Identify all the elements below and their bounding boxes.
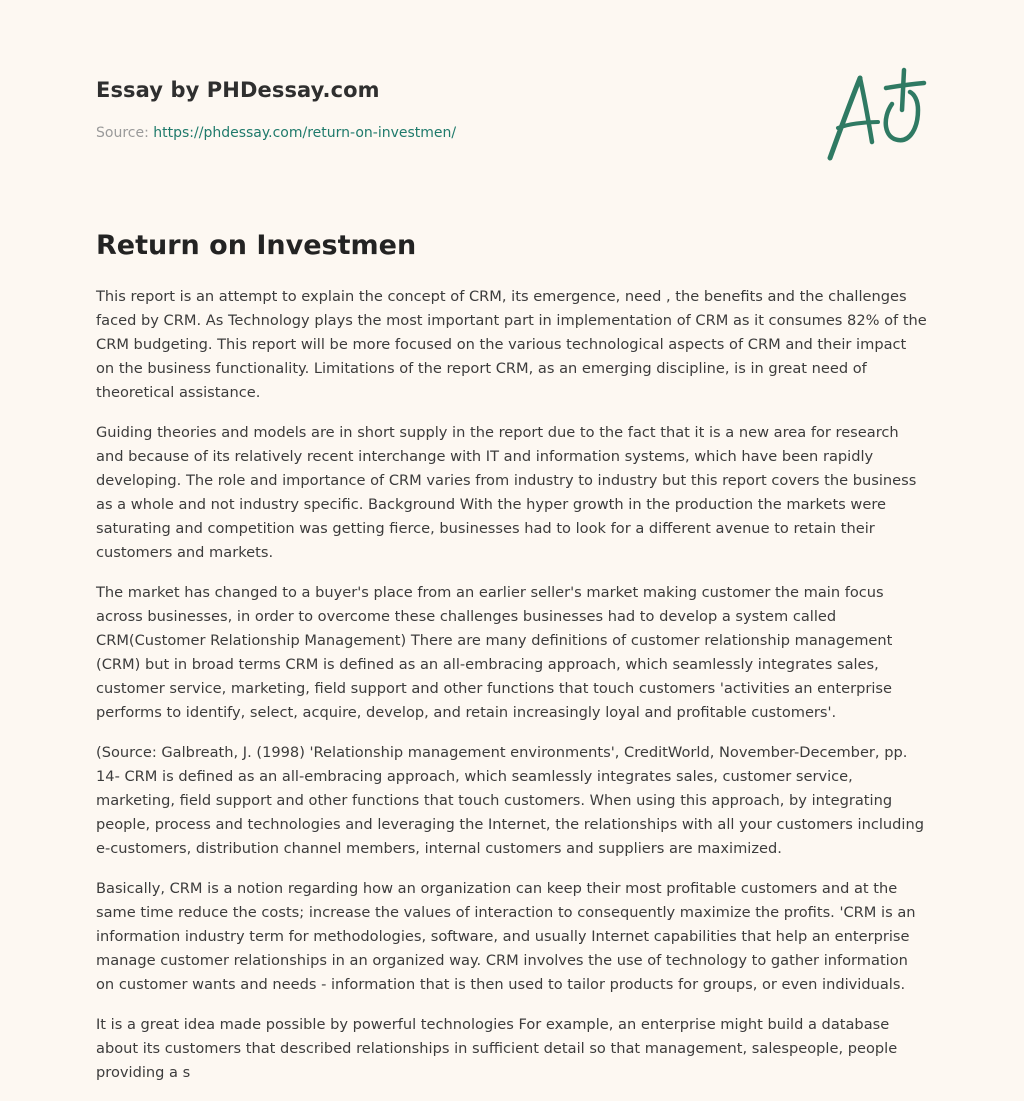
source-link[interactable]: https://phdessay.com/return-on-investmen/ — [153, 125, 457, 141]
essay-paragraph: Basically, CRM is a notion regarding how an organization can keep their most profitable customers and at the same time reduce the costs; increase the values of interaction to consequently maximize the profits. 'CRM is an information industry term for methodologies, software, and usually Internet capabilities that help an enterprise manage customer relationships in an organized way. CRM involves the use of technology to gather information on customer wants and needs - information that is then used to tailor products for groups, or even individuals. — [96, 880, 916, 993]
essay-body — [96, 285, 928, 1101]
site-title: Essay by PHDessay.com — [96, 78, 380, 102]
essay-title: Return on Investmen — [96, 230, 417, 261]
header — [96, 74, 796, 143]
essay-paragraph: It is a great idea made possible by powerful technologies For example, an enterprise might build a database about its customers that described relationships in sufficient detail so that management, salespeople, people providing a s — [96, 1016, 898, 1081]
essay-paragraph: This report is an attempt to explain the concept of CRM, its emergence, need , the benefits and the challenges faced by CRM. As Technology plays the most important part in implementation of CRM as it consumes 82% of the CRM budgeting. This report will be more focused on the various technological aspects of CRM and their impact on the business functionality. Limitations of the report CRM, as an emerging discipline, is in great need of theoretical assistance. — [96, 288, 927, 401]
source-line — [96, 123, 796, 143]
a-plus-logo-icon — [818, 66, 930, 166]
essay-paragraph: The market has changed to a buyer's place from an earlier seller's market making customer the main focus across businesses, in order to overcome these challenges businesses had to develop a system called CRM(Customer Relationship Management) There are many definitions of customer relationship management (CRM) but in broad terms CRM is defined as an all-embracing approach, which seamlessly integrates sales, customer service, marketing, field support and other functions that touch customers 'activities an enterprise performs to identify, select, acquire, develop, and retain increasingly loyal and profitable customers'. — [96, 584, 893, 721]
essay-paragraph: Guiding theories and models are in short supply in the report due to the fact that it is a new area for research and because of its relatively recent interchange with IT and information systems, which have been rapidly developing. The role and importance of CRM varies from industry to industry but this report covers the business as a whole and not industry specific. Background With the hyper growth in the production the markets were saturating and competition was getting fierce, businesses had to look for a different avenue to retain their customers and markets. — [96, 424, 917, 561]
essay-paragraph: (Source: Galbreath, J. (1998) 'Relationship management environments', CreditWorld, November-December, pp. 14- CRM is defined as an all-embracing approach, which seamlessly integrates sales, customer service, marketing, field support and other functions that touch customers. When using this approach, by integrating people, process and technologies and leveraging the Internet, the relationships with all your customers including e-customers, distribution channel members, internal customers and suppliers are maximized. — [96, 744, 924, 857]
source-label: Source: — [96, 125, 149, 141]
